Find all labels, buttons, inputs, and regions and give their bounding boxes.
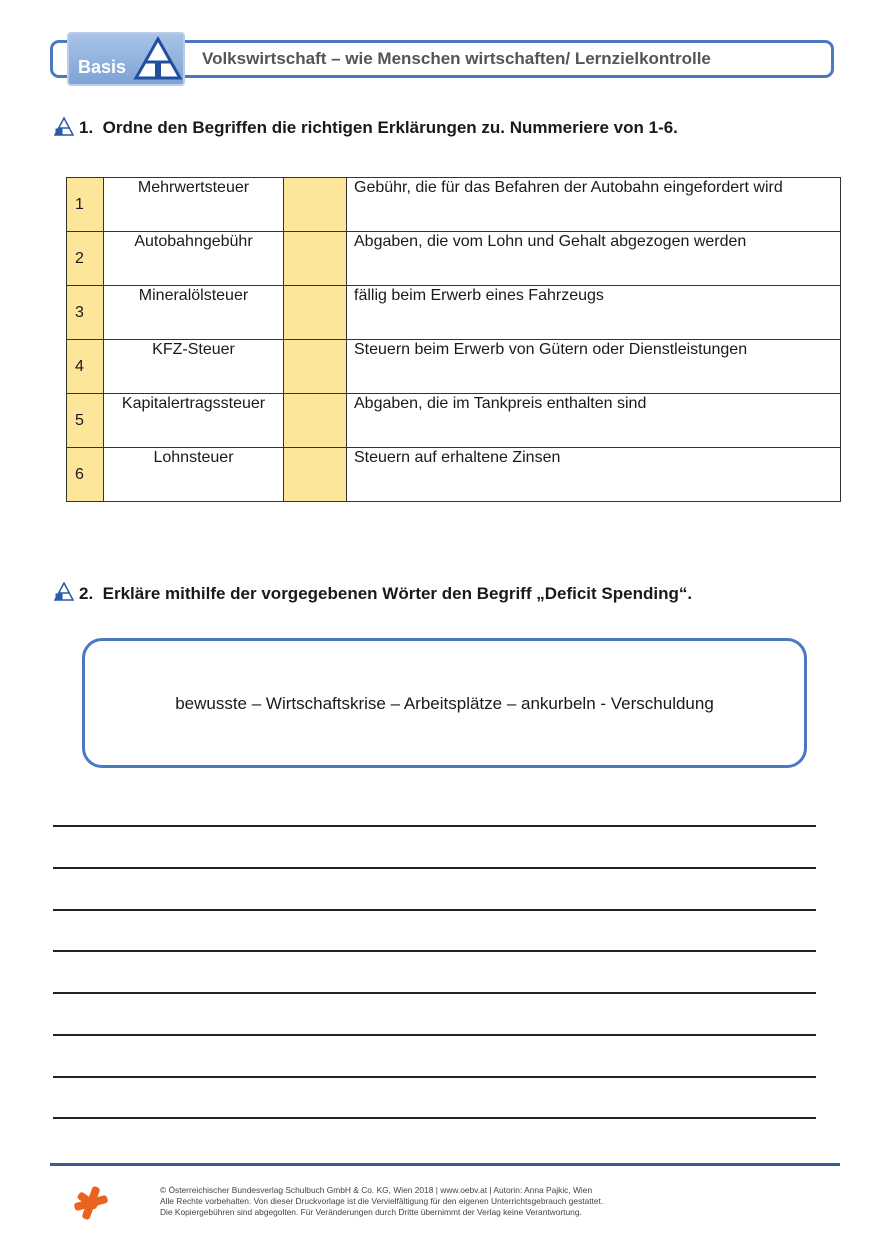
footer-copyright: © Österreichischer Bundesverlag Schulbuch GmbH & Co. KG, Wien 2018 | www.oebv.at | Autorin: Anna Pajkic, Wien (160, 1185, 593, 1195)
explanation-cell: Steuern auf erhaltene Zinsen (347, 448, 841, 502)
answer-cell[interactable] (284, 178, 347, 232)
footer-rights: Alle Rechte vorbehalten. Von dieser Druckvorlage ist die Vervielfältigung für den eigenen Unterrichtsgebrauch gestattet. (160, 1196, 604, 1206)
word-box-text: bewusste – Wirtschaftskrise – Arbeitsplätze – ankurbeln - Verschuldung (175, 694, 714, 713)
answer-cell[interactable] (284, 286, 347, 340)
answer-cell[interactable] (284, 232, 347, 286)
term-cell: Mineralölsteuer (104, 286, 284, 340)
row-number: 3 (67, 286, 104, 340)
answer-line[interactable] (53, 950, 816, 952)
answer-line[interactable] (53, 909, 816, 911)
row-number: 5 (67, 394, 104, 448)
explanation-cell: Abgaben, die vom Lohn und Gehalt abgezogen werden (347, 232, 841, 286)
explanation-cell: Gebühr, die für das Befahren der Autobahn eingefordert wird (347, 178, 841, 232)
term-cell: Lohnsteuer (104, 448, 284, 502)
answer-line[interactable] (53, 992, 816, 994)
answer-cell[interactable] (284, 394, 347, 448)
footer-disclaimer: Die Kopiergebühren sind abgegolten. Für Veränderungen durch Dritte übernimmt der Verlag keine Verantwortung. (160, 1207, 582, 1217)
answer-line[interactable] (53, 867, 816, 869)
task2-heading: 2. Erkläre mithilfe der vorgegebenen Wörter den Begriff „Deficit Spending“. (79, 584, 693, 603)
term-cell: Kapitalertragssteuer (104, 394, 284, 448)
answer-line[interactable] (53, 1117, 816, 1119)
answer-line[interactable] (53, 1076, 816, 1078)
answer-line[interactable] (53, 1034, 816, 1036)
table-row (67, 340, 841, 394)
explanation-cell: Steuern beim Erwerb von Gütern oder Dienstleistungen (347, 340, 841, 394)
row-number: 1 (67, 178, 104, 232)
table-row (67, 178, 841, 232)
difficulty-triangle-icon (54, 117, 74, 137)
term-cell: Autobahngebühr (104, 232, 284, 286)
difficulty-triangle-icon (54, 582, 74, 602)
explanation-cell: Abgaben, die im Tankpreis enthalten sind (347, 394, 841, 448)
answer-cell[interactable] (284, 448, 347, 502)
table-row (67, 394, 841, 448)
table-row (67, 448, 841, 502)
table-row (67, 232, 841, 286)
row-number: 4 (67, 340, 104, 394)
triangle-logo-icon (133, 36, 183, 82)
footer-divider (50, 1163, 840, 1166)
page-title: Volkswirtschaft – wie Menschen wirtschaften/ Lernzielkontrolle (202, 49, 711, 68)
logo-label: Basis (78, 57, 127, 77)
row-number: 2 (67, 232, 104, 286)
table-row (67, 286, 841, 340)
publisher-logo-icon (72, 1184, 110, 1222)
matching-table (66, 177, 841, 502)
answer-line[interactable] (53, 825, 816, 827)
term-cell: KFZ-Steuer (104, 340, 284, 394)
answer-cell[interactable] (284, 340, 347, 394)
row-number: 6 (67, 448, 104, 502)
explanation-cell: fällig beim Erwerb eines Fahrzeugs (347, 286, 841, 340)
task1-heading: 1. Ordne den Begriffen die richtigen Erklärungen zu. Nummeriere von 1-6. (79, 118, 678, 137)
term-cell: Mehrwertsteuer (104, 178, 284, 232)
